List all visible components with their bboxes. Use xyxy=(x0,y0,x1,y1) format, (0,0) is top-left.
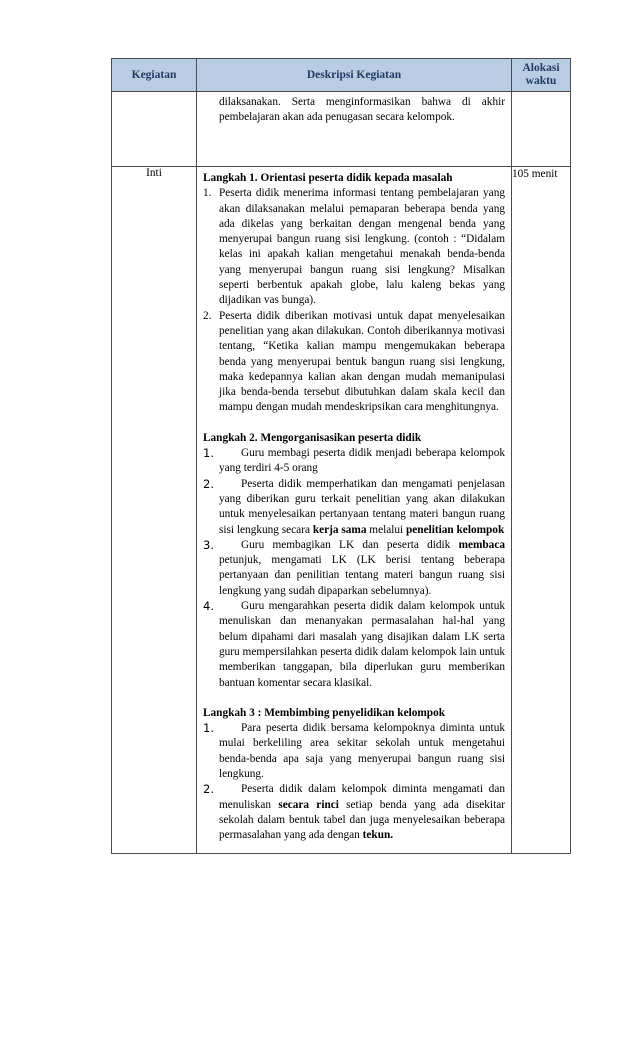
step3-list xyxy=(203,721,505,843)
header-deskripsi: Deskripsi Kegiatan xyxy=(197,59,512,92)
item-text: Guru membagi peserta didik menjadi beberapa kelompok yang terdiri 4-5 orang xyxy=(219,447,505,475)
cell-continuation xyxy=(197,92,512,167)
item-text: petunjuk, mengamati LK (LK berisi tentang beberapa pertanyaan dan penilitian tentang materi bangun ruang sisi lengkung yang sudah dipaparkan sebelumnya). xyxy=(219,554,505,597)
item-text: Peserta didik menerima informasi tentang pembelajaran yang akan dilaksanakan melalui pemaparan beberapa benda yang ada dikelas yang berkaitan dengan mengenal benda yang menyerupai bangun ruang sisi lengkung. (contoh : “Didalam kelas ini apakah kalian mengetahui menakah benda-benda yang menyerupai bangun ruang sisi lengkung? Misalkan seperti berbentuk apakah globe, lalu kaleng bekas yang dijadikan vas bunga). xyxy=(219,187,505,307)
header-kegiatan: Kegiatan xyxy=(112,59,197,92)
step3-title: Langkah 3 : Membimbing penyelidikan kelompok xyxy=(203,706,445,719)
item-number: 2. xyxy=(203,782,214,797)
step2-list xyxy=(203,446,505,691)
list-item xyxy=(203,538,505,599)
step2-title: Langkah 2. Mengorganisasikan peserta didik xyxy=(203,431,422,444)
item-bold-text: penelitian kelompok xyxy=(406,523,505,536)
activity-table xyxy=(111,58,571,854)
item-text: Para peserta didik bersama kelompoknya diminta untuk mulai berkeliling area sekitar sekolah untuk mengetahui benda-benda apa saja yang menyerupai bangun ruang sisi lengkung. xyxy=(219,722,505,780)
cell-empty xyxy=(512,92,571,167)
table-row-continuation xyxy=(112,92,571,167)
header-alokasi: Alokasi waktu xyxy=(512,59,571,92)
item-text: Peserta didik diberikan motivasi untuk dapat menyelesaikan penelitian yang akan dilakukan. Contoh diberikannya motivasi tentang, “Ketika kalian mampu mengemukakan beberapa benda yang menyerupai bentuk bangun ruang sisi lengkung, maka kedepannya kalian akan dengan mudah memanipulasi jika benda-benda tersebut dibutuhkan dalam skala kecil dan mampu dengan mudah mendeskripsikan cara menghitungnya. xyxy=(219,309,505,414)
cell-alokasi-inti: 105 menit xyxy=(512,167,571,854)
item-bold-text: secara rinci xyxy=(278,798,339,811)
list-item xyxy=(203,721,505,782)
item-text: Peserta didik memperhatikan dan mengamati penjelasan yang diberikan guru terkait penelitian yang akan dilakukan untuk menyelesaikan pertanyaan tentang materi bangun ruang sisi lengkung secara xyxy=(219,477,505,536)
step1-title: Langkah 1. Orientasi peserta didik kepada masalah xyxy=(203,172,453,184)
list-item xyxy=(203,782,505,843)
cell-kegiatan-inti: Inti xyxy=(112,167,197,854)
item-number: 1. xyxy=(203,721,214,736)
table-header-row xyxy=(112,59,571,92)
continuation-text: dilaksanakan. Serta menginformasikan bahwa di akhir pembelajaran akan ada penugasan secara kelompok. xyxy=(219,96,505,124)
item-bold-text: kerja sama xyxy=(312,523,367,536)
item-number: 2. xyxy=(203,476,214,491)
cell-empty xyxy=(112,92,197,167)
item-number: 3. xyxy=(203,537,214,552)
cell-deskripsi-inti xyxy=(197,167,512,854)
list-item xyxy=(203,309,505,416)
table-row-inti xyxy=(112,167,571,854)
list-item xyxy=(203,186,505,308)
item-number: 1. xyxy=(203,187,212,200)
item-number: 1. xyxy=(203,446,214,461)
step1-list xyxy=(203,186,505,415)
item-bold-text: tekun. xyxy=(362,829,394,842)
item-number: 2. xyxy=(203,309,212,322)
item-text: setiap benda yang ada disekitar sekolah dalam bentuk tabel dan juga menyelesaikan beberapa permasalahan yang ada dengan xyxy=(219,798,505,842)
item-text: melalui xyxy=(366,523,406,536)
item-bold-text: membaca xyxy=(458,538,505,551)
item-number: 4. xyxy=(203,599,214,614)
item-text: Guru mengarahkan peserta didik dalam kelompok untuk menuliskan dan menanyakan permasalahan hal-hal yang belum dipahami dari masalah yang disajikan dalam LK serta guru mempersilahkan peserta didik dalam kelompok lain untuk memberikan tanggapan, bila diperlukan guru memberikan bantuan komentar secara klasikal. xyxy=(219,600,505,689)
list-item xyxy=(203,446,505,477)
item-text: Guru membagikan LK dan peserta didik xyxy=(241,538,459,551)
list-item xyxy=(203,599,505,691)
item-text: Peserta didik dalam kelompok diminta mengamati dan menuliskan xyxy=(219,783,505,811)
list-item xyxy=(203,477,505,538)
